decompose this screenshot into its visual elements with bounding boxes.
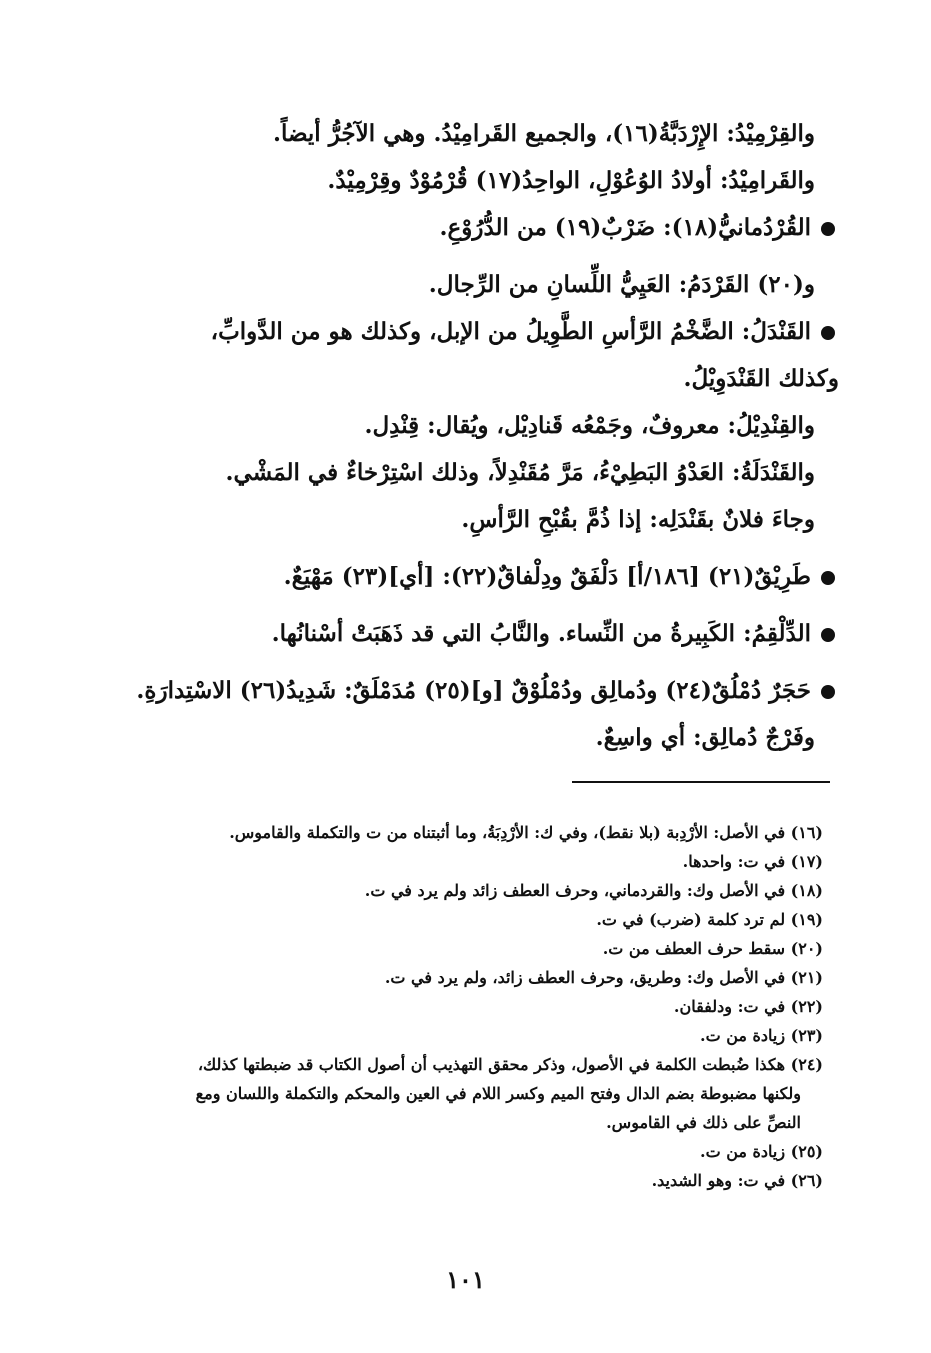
bullet-icon — [821, 628, 835, 642]
bullet-icon — [821, 685, 835, 699]
bullet-icon — [821, 571, 835, 585]
line-text: و(٢٠) القَرْدَمُ: العَيِيُّ اللِّسانِ من الرِّجال. — [428, 271, 815, 298]
line-text: القَنْدَلُ: الضَّخْمُ الرَّأسِ الطَّوِيلُ من الإبل، وكذلك هو من الدَّوابِّ، — [210, 318, 811, 345]
footnote-continuation: ولكنها مضبوطة بضم الدال وفتح الميم وكسر اللام في العين والمحكم والتكملة واللسان ومع — [195, 1084, 801, 1103]
dictionary-entry — [96, 308, 835, 355]
footnote: (١٨) في الأصل وك: والقردماني، وحرف العطف زائد ولم يرد في ت. — [364, 881, 823, 900]
text-line — [96, 110, 835, 157]
text-line — [96, 402, 835, 449]
line-text: طَرِيْقٌ(٢١) [١٨٦/أ] دَلْفَقٌ ودِلْفاقٌ(٢٢): [أي](٢٣) مَهْيَعٌ. — [283, 563, 811, 590]
footnote: (٢٥) زيادة من ت. — [700, 1142, 823, 1161]
text-line — [96, 714, 835, 761]
dictionary-entry — [96, 204, 835, 251]
footnote: (٢١) في الأصل وك: وطريق، وحرف العطف زائد، ولم يرد في ت. — [384, 968, 823, 987]
text-line — [96, 157, 835, 204]
footnote: (٢٢) في ت: ودلفقان. — [673, 997, 823, 1016]
line-text: والقَنْدَلَةُ: العَدْوُ البَطِيْءُ، مَرَّ مُقَنْدِلاً، وذلك اسْتِرْخاءٌ في المَشْي. — [225, 459, 815, 486]
footnotes — [96, 818, 823, 1195]
text-line — [96, 261, 835, 308]
line-text: والقَرامِيْدُ: أولادُ الوُعُوْلِ، الواحِدُ(١٧) قُرْمُوْدٌ وقِرْمِيْدٌ. — [327, 167, 815, 194]
main-text — [96, 110, 839, 761]
footnote: (٢٤) هكذا ضُبطت الكلمة في الأصول، وذكر محقق التهذيب أن أصول الكتاب قد ضبطتها كذلك، — [197, 1055, 823, 1074]
line-text: والقِنْدِيْلُ: معروفٌ، وجَمْعُه قَنادِيْل، ويُقال: قِنْدِل. — [364, 412, 815, 439]
page-number: ١٠١ — [446, 1265, 485, 1294]
line-text: حَجَرٌ دُمْلُقٌ(٢٤) ودُمالِق ودُمْلُوْقٌ [و](٢٥) مُدَمْلَقٌ: شَدِيدُ(٢٦) الاسْتِدارَةِ. — [136, 677, 811, 704]
text-line — [96, 496, 835, 543]
line-text: القُرْدُمانيُّ(١٨): ضَرْبٌ(١٩) من الدُّرُوْعِ. — [439, 214, 811, 241]
text-line — [96, 355, 839, 402]
line-text: الدِّلْقِمُ: الكَبِيرةُ من النِّساء. والنَّابُ التي قد ذَهَبَتْ أسْنانُها. — [271, 620, 811, 647]
footnote-separator — [572, 781, 830, 783]
bullet-icon — [821, 326, 835, 340]
footnote: (١٩) لم ترد كلمة (ضرب) في ت. — [596, 910, 823, 929]
line-text: والقِرْمِيْدُ: الإِرْدَبَّةُ(١٦)، والجميع القَرامِيْدُ. وهي الآجُرُّ أيضاً. — [272, 120, 815, 147]
dictionary-entry — [96, 667, 835, 714]
footnote: (٢٦) في ت: وهو الشديد. — [651, 1171, 823, 1190]
footnote-continuation: النصِّ على ذلك في القاموس. — [606, 1113, 801, 1132]
line-text: وجاءَ فلانٌ بقَنْدَلِه: إذا ذُمَّ بقُبْحِ الرَّأسِ. — [461, 506, 815, 533]
dictionary-entry — [96, 610, 835, 657]
line-text: وكذلك القَنْدَوِيْلُ. — [683, 365, 839, 392]
footnote: (٢٠) سقط حرف العطف من ت. — [602, 939, 823, 958]
footnote: (١٦) في الأصل: الأرْدِبة (بلا نقط)، وفي ك: الأرْدِبَةُ، وما أثبتناه من ت والتكملة والقاموس. — [229, 823, 823, 842]
footnote: (٢٣) زيادة من ت. — [700, 1026, 823, 1045]
footnote: (١٧) في ت: واحدها. — [682, 852, 823, 871]
dictionary-entry — [96, 553, 835, 600]
text-line — [96, 449, 835, 496]
bullet-icon — [821, 222, 835, 236]
line-text: وفَرْجٌ دُمالِق: أي واسِعٌ. — [595, 724, 815, 751]
